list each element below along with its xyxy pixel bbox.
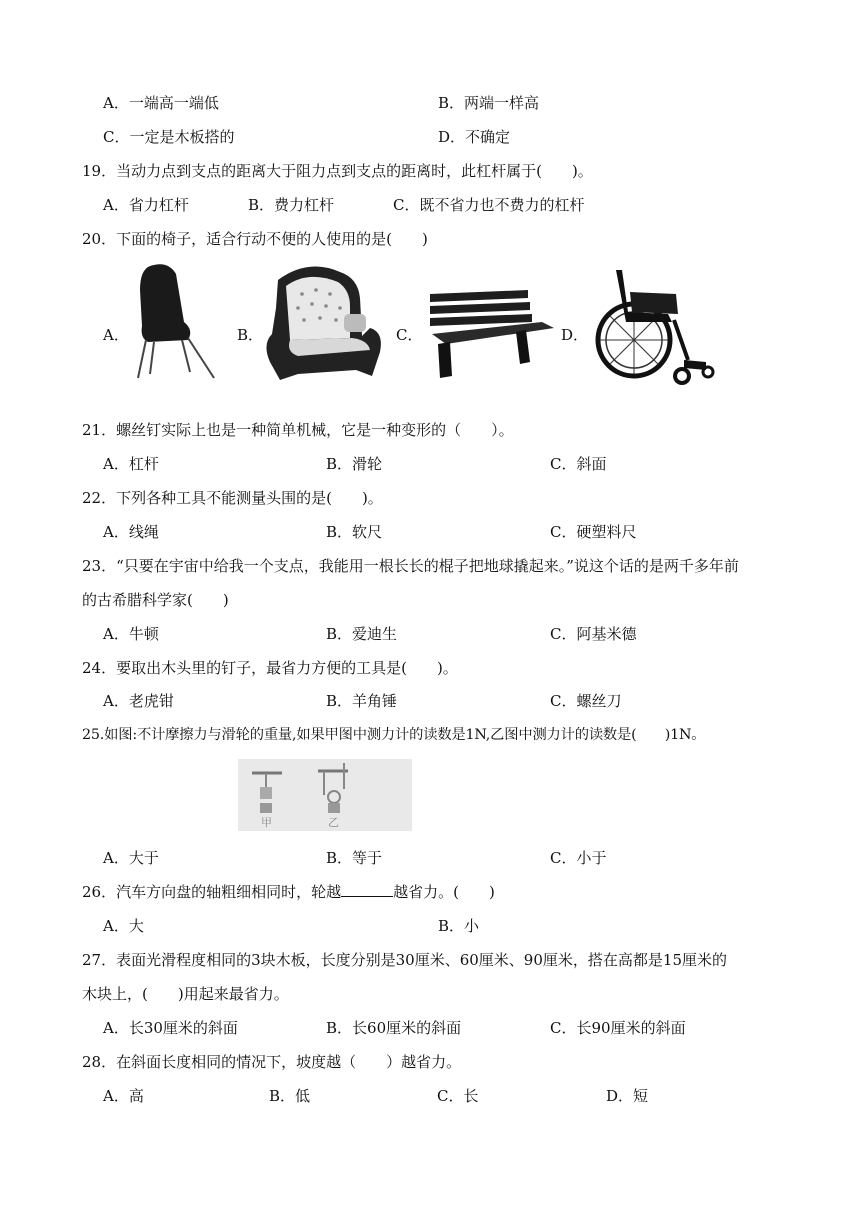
q26-option-a: A．大 [103, 917, 144, 935]
q22-option-c: C．硬塑料尺 [550, 523, 637, 541]
question-26-text-post: 越省力。( ) [393, 883, 495, 901]
q19-option-a: A．省力杠杆 [103, 196, 189, 214]
option-a: A．一端高一端低 [103, 94, 219, 112]
wheelchair-image [590, 264, 718, 390]
q20-option-b: B． [237, 326, 264, 344]
q21-option-b: B．滑轮 [326, 455, 383, 473]
option-b: B．两端一样高 [438, 94, 540, 112]
bench-image [424, 288, 556, 380]
q24-option-a: A．老虎钳 [103, 692, 174, 710]
q27-option-b: B．长60厘米的斜面 [326, 1019, 462, 1037]
question-26-text-pre: 26．汽车方向盘的轴粗细相同时，轮越 [82, 883, 342, 901]
answer-blank[interactable] [341, 882, 393, 897]
q20-option-a: A． [103, 326, 129, 344]
q21-option-c: C．斜面 [550, 455, 607, 473]
question-28: 28．在斜面长度相同的情况下，坡度越（ ）越省力。 [82, 1053, 462, 1071]
q25-option-a: A．大于 [103, 849, 159, 867]
option-d: D．不确定 [438, 128, 511, 146]
question-23-line-1: 23．“只要在宇宙中给我一个支点，我能用一根长长的棍子把地球撬起来。”说这个话的是两千多年前 [82, 557, 739, 575]
q28-option-a: A．高 [103, 1087, 144, 1105]
q25-option-c: C．小于 [550, 849, 607, 867]
question-27-line-1: 27．表面光滑程度相同的3块木板，长度分别是30厘米、60厘米、90厘米，搭在高都是15厘米的 [82, 951, 727, 969]
q27-option-a: A．长30厘米的斜面 [103, 1019, 238, 1037]
question-21: 21．螺丝钉实际上也是一种简单机械，它是一种变形的（ ）。 [82, 421, 514, 439]
q27-option-c: C．长90厘米的斜面 [550, 1019, 686, 1037]
question-24: 24．要取出木头里的钉子，最省力方便的工具是( )。 [82, 659, 458, 677]
q23-option-c: C．阿基米德 [550, 625, 637, 643]
q21-option-a: A．杠杆 [103, 455, 159, 473]
q19-option-b: B．费力杠杆 [248, 196, 335, 214]
q19-option-c: C．既不省力也不费力的杠杆 [393, 196, 585, 214]
q24-option-c: C．螺丝刀 [550, 692, 622, 710]
q20-option-d: D． [561, 326, 589, 344]
q23-option-a: A．牛顿 [103, 625, 159, 643]
question-19: 19．当动力点到支点的距离大于阻力点到支点的距离时，此杠杆属于( )。 [82, 162, 593, 180]
q26-option-b: B．小 [438, 917, 480, 935]
question-27-line-2: 木块上，( )用起来最省力。 [82, 985, 289, 1003]
q24-option-b: B．羊角锤 [326, 692, 398, 710]
figure-label-jia: 甲 [261, 816, 272, 829]
figure-label-yi: 乙 [328, 816, 339, 829]
q23-option-b: B．爱迪生 [326, 625, 398, 643]
q28-option-d: D．短 [606, 1087, 649, 1105]
q22-option-a: A．线绳 [103, 523, 159, 541]
armchair-image [258, 258, 388, 382]
question-20: 20．下面的椅子，适合行动不便的人使用的是( ) [82, 230, 428, 248]
question-26 [82, 882, 495, 902]
question-25: 25.如图:不计摩擦力与滑轮的重量,如果甲图中测力计的读数是1N,乙图中测力计的读数是( )1N。 [82, 727, 706, 743]
q20-option-c: C． [396, 326, 423, 344]
option-c: C．一定是木板搭的 [103, 128, 235, 146]
question-22: 22．下列各种工具不能测量头围的是( )。 [82, 489, 383, 507]
q25-option-b: B．等于 [326, 849, 383, 867]
pulley-figure [238, 759, 412, 831]
q22-option-b: B．软尺 [326, 523, 383, 541]
plastic-chair-image [128, 260, 224, 382]
q28-option-b: B．低 [269, 1087, 311, 1105]
question-23-line-2: 的古希腊科学家( ) [82, 591, 229, 609]
q28-option-c: C．长 [437, 1087, 479, 1105]
